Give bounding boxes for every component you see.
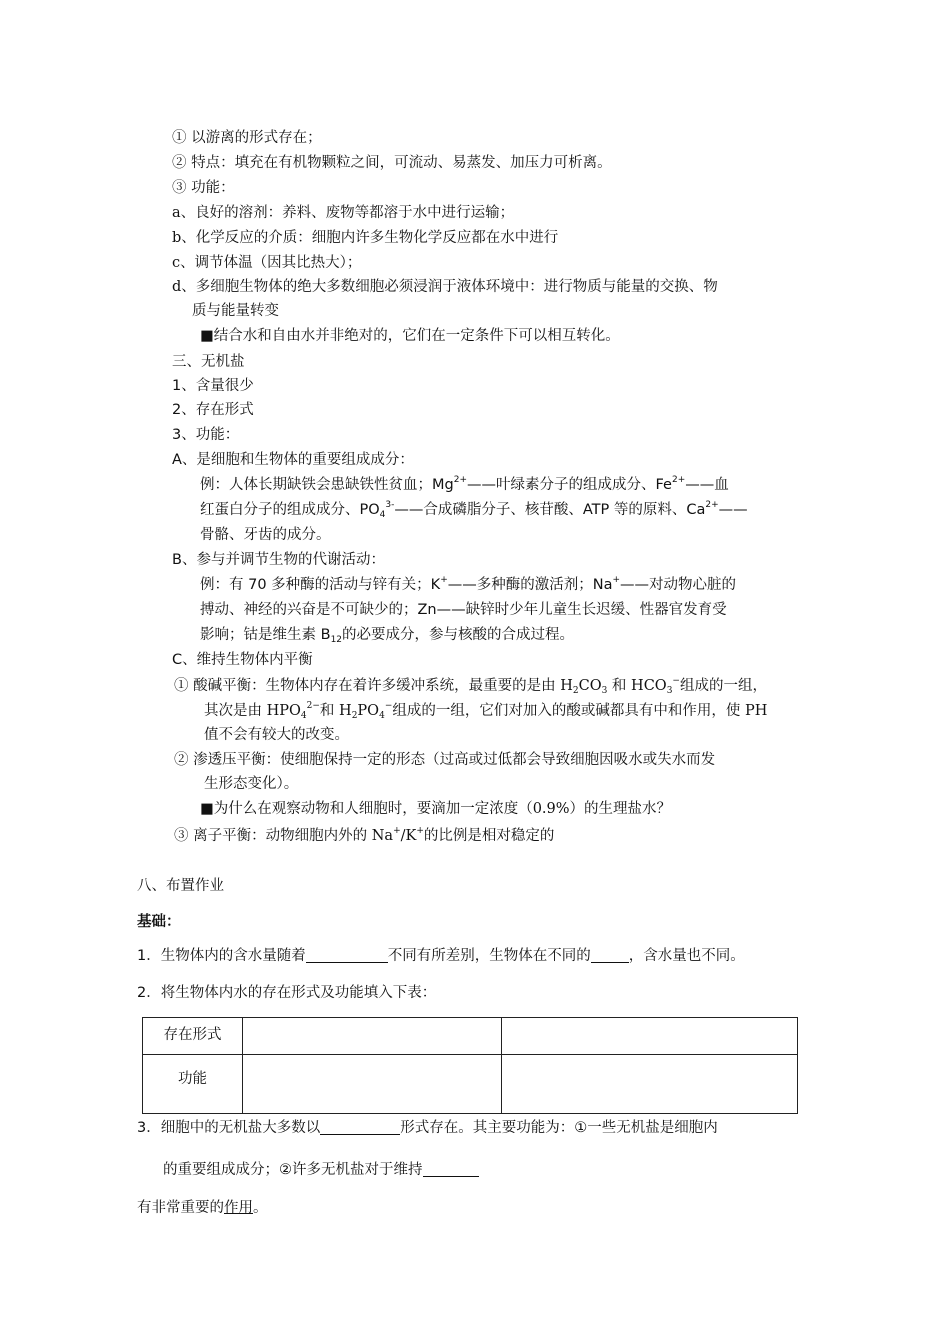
subscript: 4: [379, 510, 386, 520]
superscript: +: [612, 575, 621, 585]
table-cell[interactable]: [243, 1055, 502, 1114]
subscript: 4: [379, 711, 385, 721]
subscript: 2: [351, 711, 358, 721]
underlined-word: 作用: [224, 1200, 253, 1216]
text-line: [204, 701, 767, 721]
text-span: 的重要组成成分；②许多无机盐对于维持: [163, 1162, 423, 1178]
text-line: [200, 475, 729, 495]
subscript: 3: [666, 686, 673, 696]
text-line: c、调节体温（因其比热大）；: [172, 255, 362, 271]
superscript: +: [393, 826, 401, 836]
text-line: [200, 575, 736, 595]
text-span: 其次是由 HPO: [204, 703, 301, 719]
subscript: 4: [300, 711, 307, 721]
water-table: [142, 1017, 798, 1114]
subscript: 2: [572, 686, 579, 696]
text-line: ① 以游离的形式存在；: [172, 130, 322, 146]
text-span: 例：人体长期缺铁会患缺铁性贫血；Mg: [200, 477, 454, 493]
answer-blank[interactable]: [320, 1119, 400, 1135]
answer-blank[interactable]: [591, 947, 629, 963]
text-span: /K: [400, 828, 417, 844]
subscript: 3: [601, 686, 608, 696]
text-line: 质与能量转变: [192, 303, 279, 319]
text-span: ——对动物心脏的: [620, 577, 737, 593]
text-span: ，含水量也不同。: [628, 948, 745, 964]
text-line: [174, 676, 767, 696]
text-line: d、多细胞生物体的绝大多数细胞必须浸润于液体环境中：进行物质与能量的交换、物: [172, 279, 718, 295]
text-line: [200, 500, 748, 520]
superscript: 2+: [453, 475, 467, 485]
superscript: −: [384, 701, 393, 711]
question-3-cont: [163, 1160, 479, 1180]
text-line: a、良好的溶剂：养料、废物等都溶于水中进行运输；: [172, 205, 515, 221]
text-span: 的比例是相对稳定的: [423, 828, 555, 844]
text-span: 不同有所差别，生物体在不同的: [387, 948, 591, 964]
item-b: B、参与并调节生物的代谢活动：: [172, 552, 385, 568]
note-line: ■为什么在观察动物和人细胞时，要滴加一定浓度（0.9%）的生理盐水？: [200, 801, 672, 817]
question-2: 2．将生物体内水的存在形式及功能填入下表：: [137, 985, 437, 1001]
text-span: 和 HCO: [607, 678, 667, 694]
text-span: ——合成磷脂分子、核苷酸、ATP 等的原料、Ca: [394, 502, 706, 518]
question-3: [137, 1118, 718, 1138]
text-line: ② 渗透压平衡：使细胞保持一定的形态（过高或过低都会导致细胞因吸水或失水而发: [174, 752, 716, 768]
text-span: 组成的一组，它们对加入的酸或碱都具有中和作用，使 PH: [392, 703, 768, 719]
answer-blank[interactable]: [306, 947, 388, 963]
text-span: 有非常重要的: [137, 1200, 224, 1216]
superscript: −: [672, 676, 680, 686]
text-span: 的必要成分，参与核酸的合成过程。: [342, 627, 575, 643]
text-span: 。: [253, 1200, 268, 1216]
item-a: A、是细胞和生物体的重要组成成分：: [172, 452, 414, 468]
answer-blank[interactable]: [423, 1161, 479, 1177]
section-heading: 八、布置作业: [137, 878, 224, 894]
text-line: b、化学反应的介质：细胞内许多生物化学反应都在水中进行: [172, 230, 559, 246]
text-line: 生形态变化）。: [204, 776, 299, 792]
superscript: 2+: [705, 500, 719, 510]
subheading: 基础：: [137, 914, 181, 930]
text-span: 组成的一组，: [679, 678, 767, 694]
question-1: [137, 946, 745, 966]
text-span: 红蛋白分子的组成成分、PO: [200, 502, 380, 518]
text-line: 2、存在形式: [172, 402, 254, 418]
text-span: ① 酸碱平衡：生物体内存在着许多缓冲系统，最重要的是由 H: [174, 678, 573, 694]
text-span: 形式存在。其主要功能为：①一些无机盐是细胞内: [400, 1120, 718, 1136]
text-line: 3、功能：: [172, 427, 240, 443]
text-line: ③ 功能：: [172, 180, 235, 196]
text-line: 搏动、神经的兴奋是不可缺少的；Zn——缺锌时少年儿童生长迟缓、性器官发育受: [200, 602, 727, 618]
text-line: [200, 625, 574, 645]
text-line: 骨骼、牙齿的成分。: [200, 527, 331, 543]
text-line: [172, 450, 414, 470]
superscript: 3-: [385, 500, 395, 510]
text-line: 1、含量很少: [172, 378, 254, 394]
text-line: ② 特点：填充在有机物颗粒之间，可流动、易蒸发、加压力可析离。: [172, 155, 612, 171]
subscript: 12: [330, 635, 343, 645]
superscript: 2−: [306, 701, 320, 711]
text-line: 值不会有较大的改变。: [204, 727, 349, 743]
table-cell[interactable]: [502, 1018, 798, 1055]
text-line: [174, 826, 554, 846]
text-span: ——: [718, 502, 748, 518]
note-line: ■结合水和自由水并非绝对的，它们在一定条件下可以相互转化。: [200, 328, 620, 344]
text-span: 影响；钴是维生素 B: [200, 627, 331, 643]
text-span: CO: [578, 678, 602, 694]
table-label-function: 功能: [143, 1055, 243, 1114]
table-label-form: 存在形式: [143, 1018, 243, 1055]
text-span: 3．细胞中的无机盐大多数以: [137, 1120, 321, 1136]
superscript: +: [440, 575, 448, 585]
text-span: ——叶绿素分子的组成成分、Fe: [467, 477, 672, 493]
text-span: PO: [357, 703, 380, 719]
question-3-end: [137, 1198, 268, 1218]
section-heading: 三、无机盐: [172, 354, 245, 370]
table-cell[interactable]: [243, 1018, 502, 1055]
item-c: C、维持生物体内平衡: [172, 652, 313, 668]
text-span: ——血: [685, 477, 729, 493]
text-span: 例：有 70 多种酶的活动与锌有关；K: [200, 577, 441, 593]
text-span: 1．生物体内的含水量随着: [137, 948, 306, 964]
text-span: 和 H: [319, 703, 352, 719]
table-cell[interactable]: [502, 1055, 798, 1114]
text-span: ——多种酶的激活剂；Na: [447, 577, 613, 593]
superscript: +: [416, 826, 424, 836]
text-span: ③ 离子平衡：动物细胞内外的 Na: [174, 828, 394, 844]
superscript: 2+: [671, 475, 686, 485]
